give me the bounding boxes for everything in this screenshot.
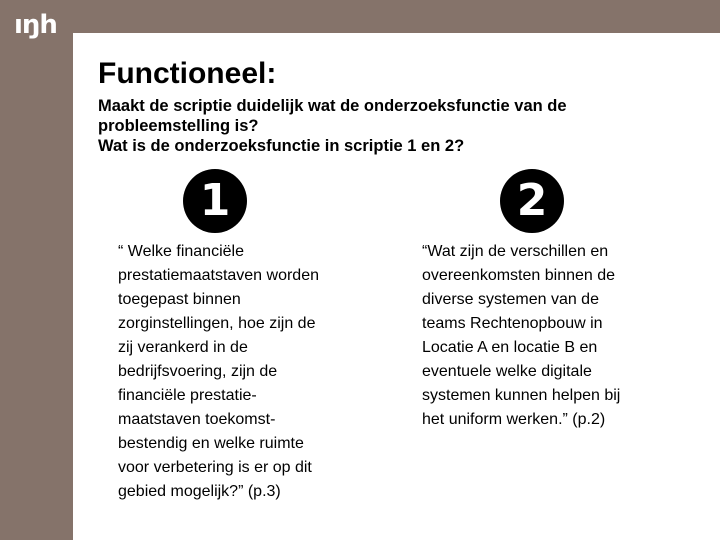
quote-scriptie-2: [422, 240, 682, 432]
quote-line: zij verankerd in de: [118, 339, 248, 356]
quote-line: systemen kunnen helpen bij: [422, 387, 621, 404]
quote-line: “Wat zijn de verschillen en: [422, 243, 609, 260]
quote-line: maatstaven toekomst-: [118, 411, 276, 428]
quote-line: eventuele welke digitale: [422, 363, 592, 380]
question-line: Maakt de scriptie duidelijk wat de onderzoeksfunctie van de: [98, 97, 567, 115]
quote-line: teams Rechtenopbouw in: [422, 315, 603, 332]
quote-line: diverse systemen van de: [422, 291, 599, 308]
quote-line: “ Welke financiële: [118, 243, 244, 260]
slide-title: Functioneel:: [98, 57, 277, 90]
question-line: probleemstelling is?: [98, 117, 259, 135]
quote-line: Locatie A en locatie B en: [422, 339, 598, 356]
quote-line: toegepast binnen: [118, 291, 241, 308]
slide-content: [73, 33, 720, 540]
quote-line: het uniform werken.” (p.2): [422, 411, 606, 428]
quote-line: financiële prestatie-: [118, 387, 257, 404]
number-two-icon: 2: [500, 169, 564, 233]
number-one-icon: 1: [183, 169, 247, 233]
quote-line: gebied mogelijk?” (p.3): [118, 483, 281, 500]
quote-line: voor verbetering is er op dit: [118, 459, 312, 476]
quote-line: bedrijfsvoering, zijn de: [118, 363, 278, 380]
quote-line: overeenkomsten binnen de: [422, 267, 616, 284]
question-line: Wat is de onderzoeksfunctie in scriptie 1 en 2?: [98, 137, 465, 155]
quote-scriptie-1: [118, 240, 373, 504]
inholland-logo: ıŋh: [14, 10, 57, 40]
question-text: [98, 96, 708, 156]
quote-line: bestendig en welke ruimte: [118, 435, 304, 452]
quote-line: zorginstellingen, hoe zijn de: [118, 315, 316, 332]
quote-line: prestatiemaatstaven worden: [118, 267, 319, 284]
